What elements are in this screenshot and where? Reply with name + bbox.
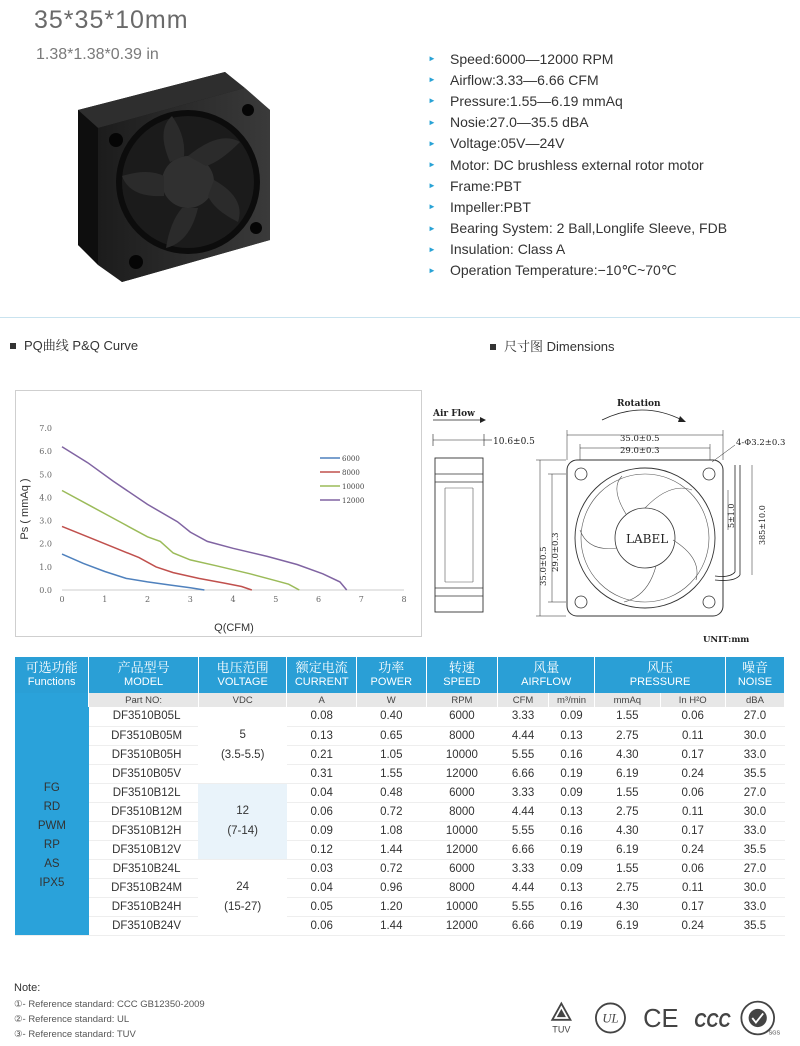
- thickness-dimension: 10.6±0.5: [493, 437, 535, 447]
- voltage-range: (7-14): [227, 825, 259, 837]
- value-cell: 1.44: [357, 916, 427, 935]
- height-outer-dimension: 35.0±0.5: [539, 546, 549, 586]
- voltage-group-cell: [198, 783, 287, 859]
- dimension-diagram: [430, 390, 800, 650]
- value-cell: 0.11: [660, 802, 725, 821]
- bullet-icon: ►: [428, 181, 436, 191]
- note-item: ②- Reference standard: UL: [14, 1014, 130, 1025]
- x-tick-label: 4: [230, 595, 236, 604]
- value-cell: 6.19: [595, 916, 660, 935]
- spec-item: ► Pressure:1.55—6.19 mmAq: [428, 92, 623, 109]
- bullet-icon: ►: [428, 202, 436, 212]
- sgs-logo: [741, 1002, 780, 1037]
- x-tick-label: 0: [59, 595, 65, 604]
- header-power: 功率 POWER: [357, 657, 427, 693]
- value-cell: 0.48: [357, 783, 427, 802]
- value-cell: 1.55: [595, 707, 660, 726]
- model-cell: DF3510B12L: [89, 783, 199, 802]
- value-cell: 0.13: [548, 878, 594, 897]
- value-cell: 3.33: [498, 783, 549, 802]
- value-cell: 0.72: [357, 859, 427, 878]
- value-cell: 0.17: [660, 745, 725, 764]
- value-cell: 6000: [426, 859, 498, 878]
- value-cell: 0.19: [548, 764, 594, 783]
- header-pressure: 风压 PRESSURE: [595, 657, 726, 693]
- series-line-12000: [62, 447, 347, 590]
- functions-cell: [15, 707, 89, 935]
- value-cell: 0.09: [548, 859, 594, 878]
- spec-item: ► Insulation: Class A: [428, 241, 566, 258]
- value-cell: 6.19: [595, 764, 660, 783]
- pq-curve-heading: PQ曲线 P&Q Curve: [10, 335, 138, 354]
- value-cell: 0.03: [287, 859, 357, 878]
- value-cell: 0.24: [660, 764, 725, 783]
- value-cell: 4.44: [498, 878, 549, 897]
- header-current: 额定电流 CURRENT: [287, 657, 357, 693]
- svg-text:CE: CE: [643, 1005, 679, 1034]
- x-tick-label: 5: [273, 595, 279, 604]
- value-cell: 0.16: [548, 821, 594, 840]
- value-cell: 0.13: [548, 802, 594, 821]
- function-item: IPX5: [39, 876, 65, 889]
- value-cell: 27.0: [725, 707, 784, 726]
- y-tick-label: 3.0: [39, 516, 52, 526]
- value-cell: 0.09: [287, 821, 357, 840]
- x-tick-label: 6: [315, 595, 322, 604]
- height-inner-dimension: 29.0±0.3: [551, 532, 561, 572]
- table-row: [15, 878, 785, 897]
- value-cell: 12000: [426, 764, 498, 783]
- spec-table: [15, 657, 785, 936]
- value-cell: 6.66: [498, 764, 549, 783]
- value-cell: 4.44: [498, 726, 549, 745]
- model-cell: DF3510B24V: [89, 916, 199, 935]
- value-cell: 4.30: [595, 821, 660, 840]
- model-cell: DF3510B05H: [89, 745, 199, 764]
- width-inner-dimension: 29.0±0.3: [620, 446, 660, 456]
- value-cell: 0.72: [357, 802, 427, 821]
- value-cell: 2.75: [595, 878, 660, 897]
- y-tick-label: 0.0: [39, 586, 52, 595]
- svg-text:CCC: CCC: [694, 1010, 731, 1033]
- bullet-icon: ►: [428, 75, 436, 85]
- table-row: [15, 745, 785, 764]
- x-tick-label: 1: [102, 595, 108, 604]
- value-cell: 0.12: [287, 840, 357, 859]
- model-cell: DF3510B05L: [89, 707, 199, 726]
- pq-chart-frame: [15, 390, 422, 637]
- header-noise: 噪音 NOISE: [725, 657, 784, 693]
- value-cell: 1.20: [357, 897, 427, 916]
- svg-text:SGS: SGS: [768, 1030, 781, 1037]
- model-cell: DF3510B12H: [89, 821, 199, 840]
- function-item: RP: [43, 838, 60, 851]
- voltage-range: (15-27): [224, 901, 262, 913]
- x-tick-label: 8: [401, 595, 407, 604]
- value-cell: 12000: [426, 840, 498, 859]
- table-row: [15, 821, 785, 840]
- voltage-value: 12: [236, 805, 250, 817]
- value-cell: 1.05: [357, 745, 427, 764]
- value-cell: 1.55: [595, 783, 660, 802]
- notes-list: [14, 997, 205, 1042]
- table-row: [15, 726, 785, 745]
- value-cell: 6000: [426, 707, 498, 726]
- value-cell: 33.0: [725, 745, 784, 764]
- pq-chart: [16, 391, 421, 636]
- value-cell: 5.55: [498, 745, 549, 764]
- model-cell: DF3510B12M: [89, 802, 199, 821]
- value-cell: 2.75: [595, 726, 660, 745]
- x-tick-label: 3: [187, 595, 193, 604]
- value-cell: 0.11: [660, 878, 725, 897]
- y-tick-label: 7.0: [39, 424, 52, 433]
- value-cell: 0.13: [548, 726, 594, 745]
- table-row: [15, 897, 785, 916]
- value-cell: 4.30: [595, 745, 660, 764]
- value-cell: 2.75: [595, 802, 660, 821]
- value-cell: 1.55: [357, 764, 427, 783]
- svg-text:UL: UL: [602, 1011, 619, 1026]
- legend-label: 6000: [342, 455, 360, 463]
- value-cell: 33.0: [725, 897, 784, 916]
- value-cell: 33.0: [725, 821, 784, 840]
- fan-product-image: [70, 70, 275, 285]
- table-row: [15, 916, 785, 935]
- table-row: [15, 802, 785, 821]
- value-cell: 0.40: [357, 707, 427, 726]
- note-title: Note:: [14, 982, 41, 994]
- spec-item: ► Operation Temperature:−10℃~70℃: [428, 261, 677, 278]
- value-cell: 1.08: [357, 821, 427, 840]
- product-size-inches: 1.38*1.38*0.39 in: [36, 46, 159, 63]
- value-cell: 35.5: [725, 840, 784, 859]
- value-cell: 0.19: [548, 916, 594, 935]
- value-cell: 4.44: [498, 802, 549, 821]
- value-cell: 0.06: [287, 916, 357, 935]
- value-cell: 10000: [426, 745, 498, 764]
- series-line-6000: [62, 554, 204, 590]
- bullet-icon: ►: [428, 54, 436, 64]
- spec-list: [428, 48, 800, 281]
- certification-logos: [535, 998, 795, 1038]
- model-cell: DF3510B12V: [89, 840, 199, 859]
- y-axis-label: Ps ( mmAq ): [19, 478, 31, 540]
- airflow-label: Air Flow: [433, 409, 475, 419]
- y-tick-label: 4.0: [39, 493, 52, 503]
- value-cell: 0.06: [660, 783, 725, 802]
- x-tick-label: 2: [144, 595, 151, 604]
- value-cell: 0.09: [548, 783, 594, 802]
- y-tick-label: 2.0: [39, 539, 52, 549]
- dimensions-heading: 尺寸图 Dimensions: [490, 336, 615, 355]
- value-cell: 10000: [426, 897, 498, 916]
- value-cell: 6000: [426, 783, 498, 802]
- function-item: RD: [43, 800, 61, 813]
- square-bullet-icon: [490, 344, 496, 350]
- function-item: FG: [43, 781, 60, 794]
- value-cell: 6.19: [595, 840, 660, 859]
- value-cell: 27.0: [725, 859, 784, 878]
- value-cell: 1.55: [595, 859, 660, 878]
- value-cell: 0.08: [287, 707, 357, 726]
- value-cell: 10000: [426, 821, 498, 840]
- function-item: PWM: [37, 819, 66, 832]
- label-placeholder: LABEL: [626, 532, 669, 546]
- value-cell: 8000: [426, 726, 498, 745]
- value-cell: 0.24: [660, 916, 725, 935]
- series-line-8000: [62, 526, 252, 590]
- value-cell: 0.17: [660, 897, 725, 916]
- bullet-icon: ►: [428, 223, 436, 233]
- legend-label: 12000: [342, 497, 365, 505]
- section-divider: [0, 317, 800, 318]
- value-cell: 3.33: [498, 859, 549, 878]
- bullet-icon: ►: [428, 265, 436, 275]
- y-tick-label: 1.0: [39, 562, 52, 572]
- bullet-icon: ►: [428, 160, 436, 170]
- units-row: Part NO: VDC A W RPM CFM m³/min mmAq In H²O dBA: [15, 693, 785, 707]
- square-bullet-icon: [10, 343, 16, 349]
- product-size-title: 35*35*10mm: [34, 6, 189, 34]
- table-row: [15, 707, 785, 726]
- spec-item: ► Voltage:05V—24V: [428, 135, 565, 152]
- value-cell: 0.11: [660, 726, 725, 745]
- value-cell: 4.30: [595, 897, 660, 916]
- spec-item: ► Speed:6000—12000 RPM: [428, 50, 614, 67]
- table-row: [15, 859, 785, 878]
- bullet-icon: ►: [428, 244, 436, 254]
- x-tick-label: 7: [358, 595, 364, 604]
- header-functions: 可选功能 Functions: [15, 657, 89, 693]
- note-item: ①- Reference standard: CCC GB12350-2009: [14, 999, 205, 1010]
- value-cell: 0.06: [660, 859, 725, 878]
- table-row: [15, 840, 785, 859]
- header-model: 产品型号 MODEL: [89, 657, 199, 693]
- value-cell: 6.66: [498, 840, 549, 859]
- bullet-icon: ►: [428, 138, 436, 148]
- value-cell: 30.0: [725, 802, 784, 821]
- model-cell: DF3510B05V: [89, 764, 199, 783]
- bullet-icon: ►: [428, 117, 436, 127]
- value-cell: 0.24: [660, 840, 725, 859]
- value-cell: 35.5: [725, 916, 784, 935]
- model-cell: DF3510B24L: [89, 859, 199, 878]
- voltage-range: (3.5-5.5): [220, 748, 265, 761]
- wire-length-dimension: 385±10.0: [758, 505, 767, 545]
- value-cell: 1.44: [357, 840, 427, 859]
- value-cell: 5.55: [498, 897, 549, 916]
- mounting-holes-dimension: 4-Φ3.2±0.3: [736, 438, 786, 448]
- value-cell: 8000: [426, 878, 498, 897]
- value-cell: 0.16: [548, 745, 594, 764]
- function-item: AS: [44, 857, 60, 870]
- rotation-label: Rotation: [617, 399, 661, 409]
- value-cell: 0.04: [287, 878, 357, 897]
- y-tick-label: 6.0: [39, 447, 52, 457]
- value-cell: 0.13: [287, 726, 357, 745]
- header-airflow: 风量 AIRFLOW: [498, 657, 595, 693]
- value-cell: 8000: [426, 802, 498, 821]
- table-row: [15, 783, 785, 802]
- voltage-group-cell: [198, 707, 287, 783]
- value-cell: 27.0: [725, 783, 784, 802]
- legend-label: 8000: [342, 469, 360, 477]
- value-cell: 0.09: [548, 707, 594, 726]
- table-row: [15, 764, 785, 783]
- value-cell: 30.0: [725, 878, 784, 897]
- legend-label: 10000: [342, 483, 365, 491]
- spec-item: ► Motor: DC brushless external rotor motor: [428, 156, 704, 173]
- value-cell: 12000: [426, 916, 498, 935]
- value-cell: 3.33: [498, 707, 549, 726]
- y-tick-label: 5.0: [39, 470, 52, 480]
- value-cell: 35.5: [725, 764, 784, 783]
- value-cell: 0.04: [287, 783, 357, 802]
- value-cell: 0.16: [548, 897, 594, 916]
- value-cell: 0.19: [548, 840, 594, 859]
- unit-label: UNIT:mm: [703, 635, 750, 645]
- ul-logo: [596, 1003, 625, 1032]
- value-cell: 0.05: [287, 897, 357, 916]
- spec-item: ► Airflow:3.33—6.66 CFM: [428, 71, 599, 88]
- spec-item: ► Frame:PBT: [428, 177, 522, 194]
- header-speed: 转速 SPEED: [426, 657, 498, 693]
- ccc-logo: [694, 1010, 731, 1032]
- value-cell: 0.17: [660, 821, 725, 840]
- value-cell: 0.06: [660, 707, 725, 726]
- model-cell: DF3510B24M: [89, 878, 199, 897]
- x-axis-label: Q(CFM): [214, 622, 254, 634]
- value-cell: 0.96: [357, 878, 427, 897]
- ce-logo: [643, 1005, 678, 1033]
- voltage-group-cell: [198, 859, 287, 935]
- value-cell: 30.0: [725, 726, 784, 745]
- header-voltage: 电压范围 VOLTAGE: [198, 657, 287, 693]
- width-outer-dimension: 35.0±0.5: [620, 434, 660, 444]
- model-cell: DF3510B24H: [89, 897, 199, 916]
- svg-text:TUV: TUV: [552, 1024, 571, 1035]
- tuv-logo: [552, 1003, 571, 1034]
- wire-short-dimension: 5±1.0: [727, 503, 736, 528]
- voltage-value: 5: [239, 728, 246, 741]
- value-cell: 0.65: [357, 726, 427, 745]
- spec-item: ► Nosie:27.0—35.5 dBA: [428, 114, 589, 131]
- value-cell: 0.21: [287, 745, 357, 764]
- value-cell: 5.55: [498, 821, 549, 840]
- spec-item: ► Impeller:PBT: [428, 198, 531, 215]
- note-item: ③- Reference standard: TUV: [14, 1029, 136, 1040]
- value-cell: 6.66: [498, 916, 549, 935]
- model-cell: DF3510B05M: [89, 726, 199, 745]
- value-cell: 0.31: [287, 764, 357, 783]
- spec-item: ► Bearing System: 2 Ball,Longlife Sleeve, FDB: [428, 220, 728, 237]
- voltage-value: 24: [236, 881, 250, 893]
- bullet-icon: ►: [428, 96, 436, 106]
- value-cell: 0.06: [287, 802, 357, 821]
